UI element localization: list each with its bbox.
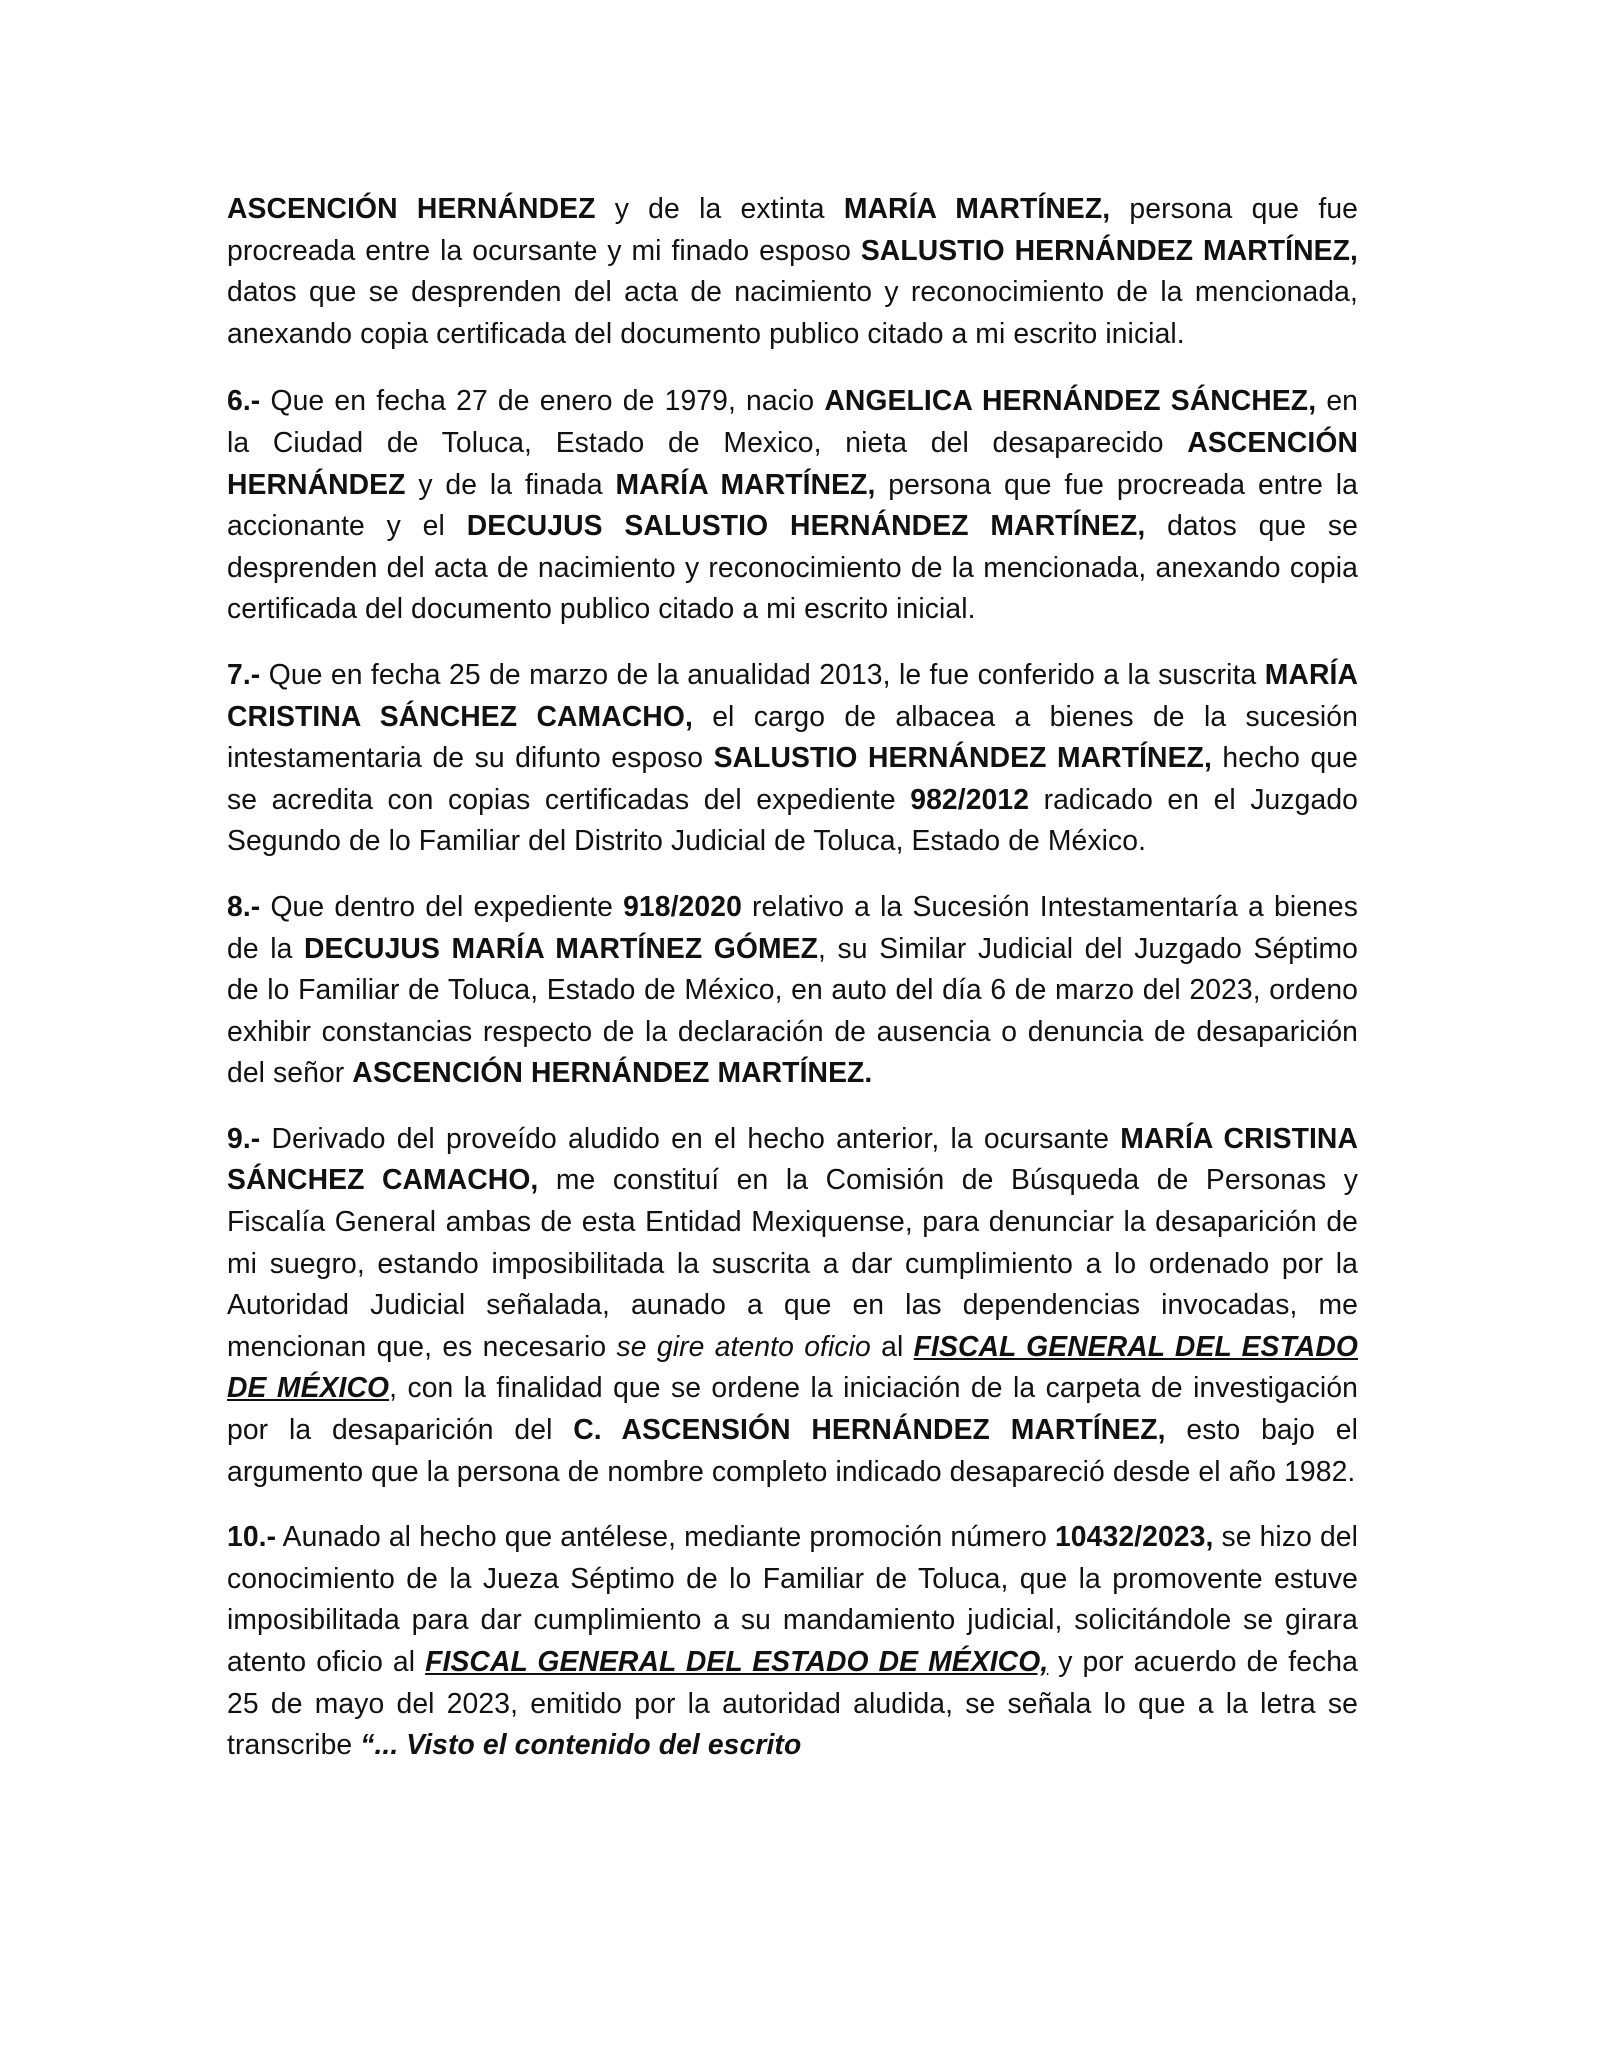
body-text: me constituí en la Comisión de Búsqueda de Personas y Fiscalía General ambas de esta Entidad Mexiquense, para denunciar la desaparición de mi suegro, estando imposibilitada la suscrita a dar cumplimiento a lo ordenado por la Autoridad Judicial señalada, aunado a que en las dependencias invocadas, me mencionan que, es necesario	[227, 1163, 1358, 1362]
emphasized-text: FISCAL GENERAL DEL ESTADO DE MÉXICO,	[425, 1645, 1049, 1677]
paragraph-p-7	[227, 654, 1358, 862]
paragraph-p-continuation	[227, 188, 1358, 354]
emphasized-text: 8.-	[227, 889, 261, 922]
emphasized-text: MARÍA CRISTINA SÁNCHEZ CAMACHO,	[227, 657, 1358, 732]
body-text: hecho que se acredita con copias certificadas del expediente	[227, 741, 1358, 815]
body-text: radicado en el Juzgado Segundo de lo Familiar del Distrito Judicial de Toluca, Estado de México.	[227, 782, 1358, 857]
emphasized-text: se gire atento oficio	[616, 1329, 871, 1362]
body-text: Derivado del proveído aludido en el hecho anterior, la ocursante	[260, 1121, 1121, 1154]
paragraph-p-10	[227, 1516, 1358, 1766]
paragraph-p-8	[227, 886, 1358, 1094]
body-text: Que dentro del expediente	[260, 889, 624, 922]
emphasized-text: SALUSTIO HERNÁNDEZ MARTÍNEZ,	[713, 741, 1212, 774]
body-text: , con la finalidad que se ordene la iniciación de la carpeta de investigación por la desaparición del	[227, 1371, 1358, 1446]
emphasized-text: SALUSTIO HERNÁNDEZ MARTÍNEZ,	[860, 233, 1358, 266]
emphasized-text: MARÍA MARTÍNEZ,	[843, 192, 1111, 224]
body-text: al	[870, 1329, 914, 1362]
body-text: persona que fue procreada entre la ocursante y mi finado esposo	[227, 192, 1358, 266]
paragraph-p-6	[227, 380, 1358, 630]
document-body	[227, 188, 1358, 1766]
emphasized-text: 982/2012	[910, 782, 1030, 815]
emphasized-text: 10.-	[227, 1520, 277, 1553]
emphasized-text: 7.-	[227, 657, 261, 690]
emphasized-text: MARÍA CRISTINA SÁNCHEZ CAMACHO,	[227, 1121, 1358, 1196]
body-text: datos que se desprenden del acta de nacimiento y reconocimiento de la mencionada, anexando copia certificada del documento publico citado a mi escrito inicial.	[227, 509, 1358, 625]
emphasized-text: ASCENCIÓN HERNÁNDEZ	[227, 192, 596, 224]
emphasized-text: ASCENCIÓN HERNÁNDEZ	[227, 425, 1358, 500]
emphasized-text: MARÍA MARTÍNEZ,	[615, 467, 876, 500]
body-text: en la Ciudad de Toluca, Estado de Mexico, nieta del desaparecido	[227, 384, 1358, 458]
emphasized-text: 918/2020	[623, 889, 742, 922]
paragraph-p-9	[227, 1118, 1358, 1492]
body-text: , su Similar Judicial del Juzgado Séptimo de lo Familiar de Toluca, Estado de México, en auto del día 6 de marzo del 2023, ordeno exhibir constancias respecto de la declaración de ausencia o denuncia de desaparición del señor	[227, 931, 1358, 1089]
emphasized-text: DECUJUS SALUSTIO HERNÁNDEZ MARTÍNEZ,	[466, 509, 1146, 542]
emphasized-text: 10432/2023,	[1054, 1520, 1214, 1553]
emphasized-text: C. ASCENSIÓN HERNÁNDEZ MARTÍNEZ,	[573, 1413, 1166, 1446]
emphasized-text: “... Visto el contenido del escrito	[360, 1728, 802, 1761]
body-text: y de la extinta	[595, 192, 844, 224]
body-text: Que en fecha 27 de enero de 1979, nacio	[260, 384, 825, 417]
emphasized-text: 6.-	[227, 384, 261, 417]
body-text: relativo a la Sucesión Intestamentaría a bienes de la	[227, 889, 1358, 964]
body-text: se hizo del conocimiento de la Jueza Séptimo de lo Familiar de Toluca, que la promovente estuve imposibilitada para dar cumplimiento a su mandamiento judicial, solicitándole se girara atento oficio al	[227, 1520, 1359, 1677]
body-text: y de la finada	[405, 467, 616, 500]
body-text: Que en fecha 25 de marzo de la anualidad 2013, le fue conferido a la suscrita	[260, 657, 1265, 690]
body-text: y por acuerdo de fecha 25 de mayo del 2023, emitido por la autoridad aludida, se señala lo que a la letra se transcribe	[227, 1645, 1358, 1761]
emphasized-text: 9.-	[227, 1121, 261, 1154]
body-text: datos que se desprenden del acta de nacimiento y reconocimiento de la mencionada, anexando copia certificada del documento publico citado a mi escrito inicial.	[227, 275, 1358, 349]
emphasized-text: DECUJUS MARÍA MARTÍNEZ GÓMEZ	[304, 931, 819, 964]
body-text: esto bajo el argumento que la persona de nombre completo indicado desapareció desde el año 1982.	[227, 1413, 1358, 1487]
emphasized-text: ASCENCIÓN HERNÁNDEZ MARTÍNEZ.	[352, 1056, 873, 1089]
emphasized-text: ANGELICA HERNÁNDEZ SÁNCHEZ,	[824, 384, 1317, 417]
body-text: Aunado al hecho que antélese, mediante promoción número	[276, 1520, 1055, 1553]
emphasized-text: FISCAL GENERAL DEL ESTADO DE MÉXICO	[227, 1329, 1358, 1404]
body-text: persona que fue procreada entre la accionante y el	[227, 467, 1358, 542]
body-text: el cargo de albacea a bienes de la sucesión intestamentaria de su difunto esposo	[227, 699, 1358, 774]
